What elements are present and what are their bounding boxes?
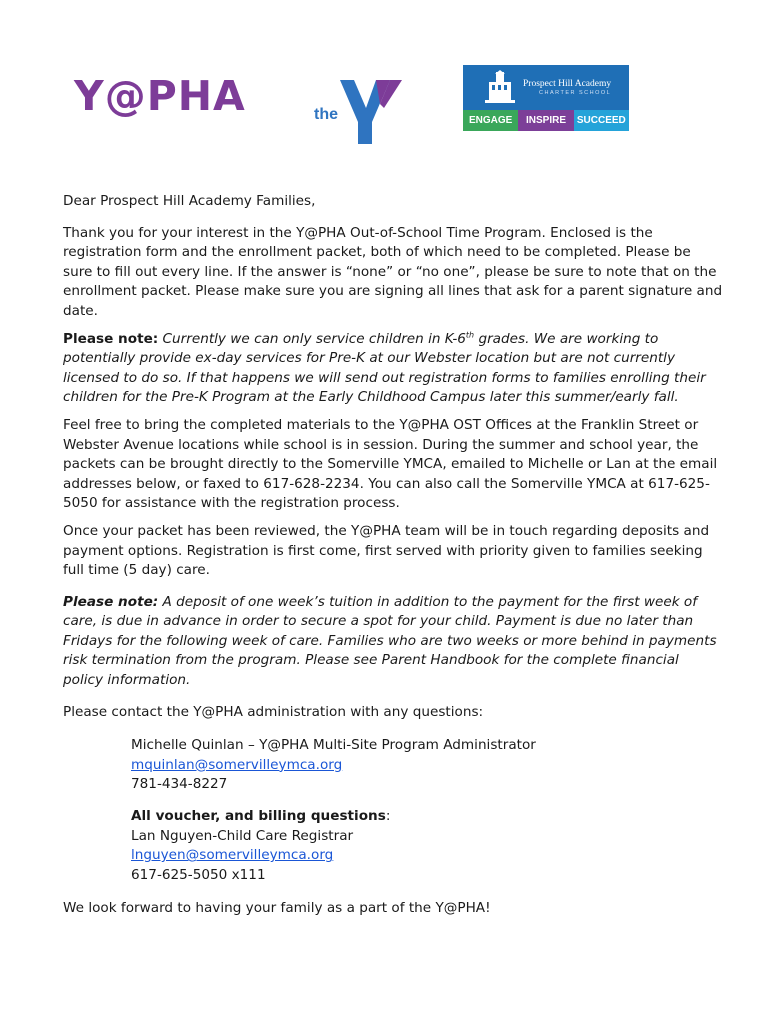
contact1-name: Michelle Quinlan – Y@PHA Multi-Site Program Administrator bbox=[131, 737, 536, 754]
contact-intro: Please contact the Y@PHA administration with any questions: bbox=[63, 703, 484, 720]
dropoff-paragraph: Feel free to bring the completed materials to the Y@PHA OST Offices at the Franklin Street or Webster Avenue locations while school is in session. During the summer and school year, the packets can be brought directly to the Somerville YMCA, emailed to Michelle or Lan at the email addresses below, or faxed to 617-628-2234. You can also call the Somerville YMCA at 617-625-5050 for assistance with the registration process. bbox=[63, 416, 718, 512]
note1-text-b: grades. We are working to potentially provide ex-day services for Pre-K at our Webster location but are not currently licensed to do so. If that happens we will send out registration forms to families enrolling their children for the Pre-K Program at the Early Childhood Campus later this summer/early fall. bbox=[63, 330, 706, 406]
note1-superscript: th bbox=[465, 330, 475, 340]
closing: We look forward to having your family as a part of the Y@PHA! bbox=[63, 900, 491, 917]
school-building-icon bbox=[485, 70, 515, 106]
motto-succeed: SUCCEED bbox=[574, 110, 629, 131]
prospect-hill-academy-logo bbox=[463, 65, 629, 131]
motto-inspire: INSPIRE bbox=[518, 110, 573, 131]
ymca-logo bbox=[310, 74, 406, 148]
billing-heading-colon: : bbox=[385, 808, 391, 825]
contact2-email-link[interactable]: lnguyen@somervilleymca.org bbox=[131, 847, 334, 864]
pha-charter-school: CHARTER SCHOOL bbox=[539, 90, 612, 96]
contact-lan bbox=[131, 807, 723, 885]
contact2-phone: 617-625-5050 x111 bbox=[131, 866, 266, 883]
note-paragraph-2 bbox=[63, 593, 723, 691]
pha-motto-bar bbox=[463, 110, 629, 131]
pha-school-name: Prospect Hill Academy bbox=[523, 79, 612, 89]
ymca-the-text: the bbox=[314, 106, 338, 123]
note-label-1: Please note: bbox=[63, 330, 159, 347]
note2-text: A deposit of one week’s tuition in addition to the payment for the first week of care, is due in advance in order to secure a spot for your child. Payment is due no later than Fridays for the following week of care. Families who are two weeks or more behind in payments risk termination from the program. Please see Parent Handbook for the complete financial policy information. bbox=[63, 593, 717, 689]
contact1-phone: 781-434-8227 bbox=[131, 776, 228, 793]
contact1-email-link[interactable]: mquinlan@somervilleymca.org bbox=[131, 756, 343, 773]
contact2-name: Lan Nguyen-Child Care Registrar bbox=[131, 827, 354, 844]
intro-paragraph: Thank you for your interest in the Y@PHA Out-of-School Time Program. Enclosed is the registration form and the enrollment packet, both of which need to be completed. Please be sure to fill out every line. If the answer is “none” or “no one”, please be sure to note that on the enrollment packet. Please make sure you are signing all lines that ask for a parent signature and date. bbox=[63, 224, 723, 319]
motto-engage: ENGAGE bbox=[463, 110, 518, 131]
note-paragraph-1 bbox=[63, 330, 723, 408]
note1-text-a: Currently we can only service children in K-6 bbox=[158, 330, 466, 347]
salutation: Dear Prospect Hill Academy Families, bbox=[63, 193, 316, 209]
letter-body bbox=[63, 192, 723, 919]
review-paragraph: Once your packet has been reviewed, the Y@PHA team will be in touch regarding deposits and payment options. Registration is first come, first served with priority given to families seeking full time (5 day) care. bbox=[63, 522, 710, 579]
note-label-2: Please note: bbox=[63, 593, 159, 610]
letterhead bbox=[0, 0, 770, 160]
contact-michelle bbox=[131, 736, 723, 795]
ypha-logo: Y@PHA bbox=[74, 72, 246, 120]
billing-heading: All voucher, and billing questions bbox=[131, 808, 386, 825]
